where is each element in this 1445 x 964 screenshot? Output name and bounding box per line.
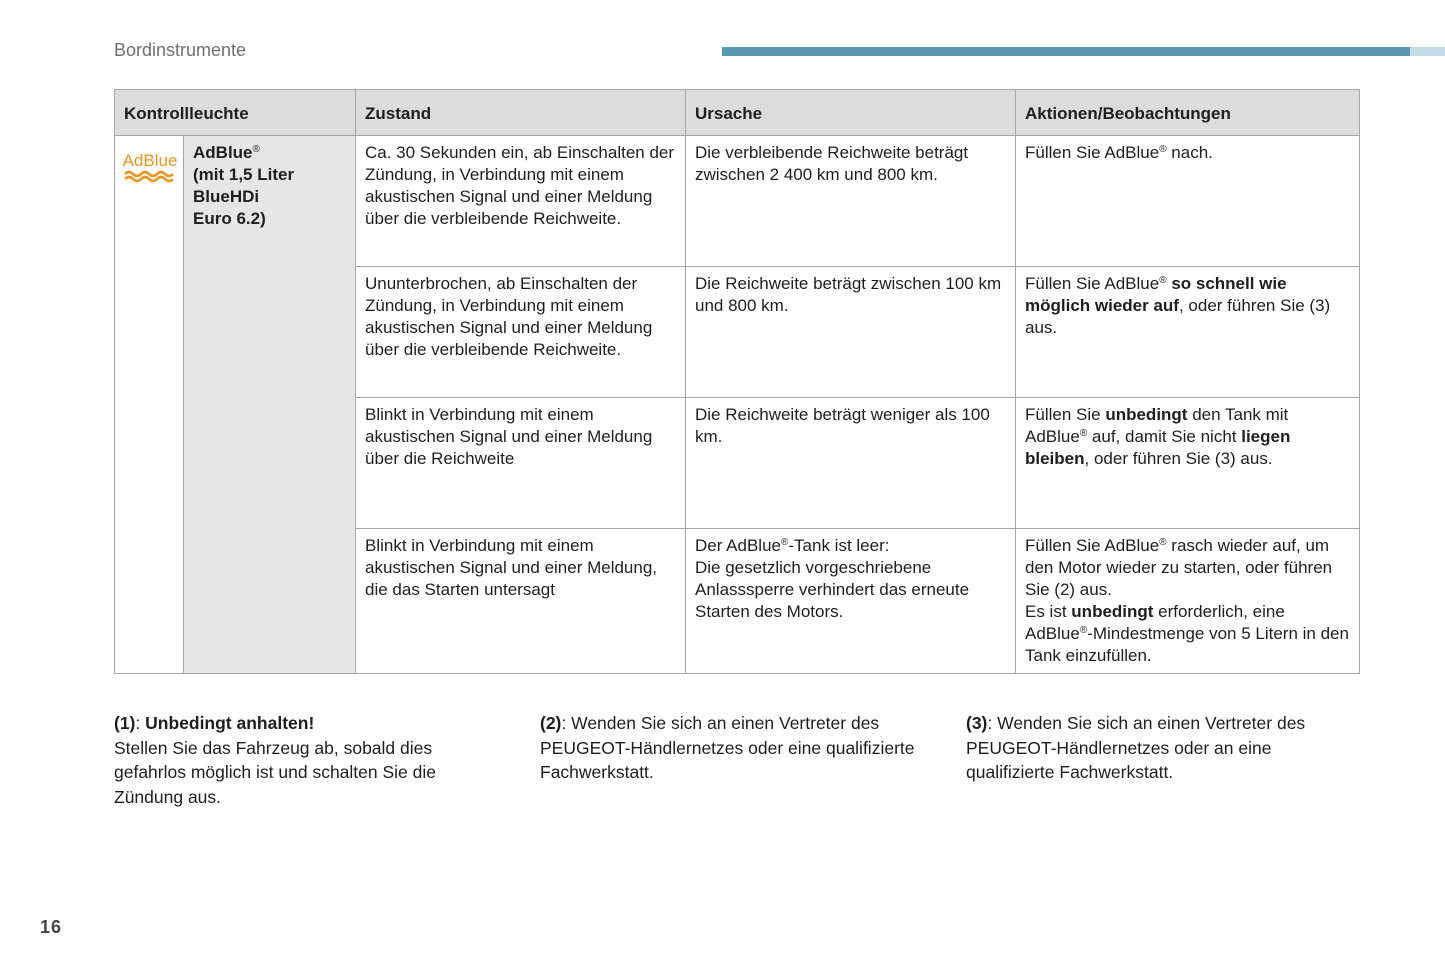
page-number: 16 [40,917,63,937]
action-cell: Füllen Sie AdBlue® so schnell wie möglich wieder auf, oder führen Sie (3) aus. [1016,267,1360,398]
footnote-text: Stellen Sie das Fahrzeug ab, sobald dies gefahrlos möglich ist und schalten Sie die Zündung aus. [114,737,436,807]
indicator-name-line2: (mit 1,5 Liter [193,165,295,184]
indicator-name-line4: Euro 6.2) [193,209,266,228]
section-title: Bordinstrumente [114,40,247,60]
action-cell: Füllen Sie AdBlue® rasch wieder auf, um den Motor wieder zu starten, oder führen Sie (2) aus. Es ist unbedingt erforderlich, eine AdBlue®-Mindestmenge von 5 Litern in den Tank einzufüllen. [1016,529,1360,674]
footnote-text: : Wenden Sie sich an einen Vertreter des PEUGEOT-Händlernetzes oder an eine qualifizierte Fachwerkstatt. [966,713,1306,782]
action-cell: Füllen Sie unbedingt den Tank mit AdBlue® auf, damit Sie nicht liegen bleiben, oder führen Sie (3) aus. [1016,398,1360,529]
cause-cell: Der AdBlue®-Tank ist leer: Die gesetzlich vorgeschriebene Anlasssperre verhindert das erneute Starten des Motors. [686,529,1016,674]
table-header-row [115,90,1360,136]
column-header-zustand: Zustand [356,90,686,136]
footnote-marker: (2) [540,713,562,733]
footnote-2 [540,711,920,785]
footnote-bold: Unbedingt anhalten! [145,713,315,733]
footnote-text: : Wenden Sie sich an einen Vertreter des PEUGEOT-Händlernetzes oder eine qualifizierte Fachwerkstatt. [540,713,915,782]
adblue-icon [119,150,181,184]
column-header-kontrollleuchte: Kontrollleuchte [115,90,356,136]
cause-cell: Die Reichweite beträgt zwischen 100 km und 800 km. [686,267,1016,398]
footnote-marker: (1) [114,713,136,733]
warning-light-table [114,89,1360,674]
adblue-wave-top [125,172,173,176]
indicator-name-cell [184,136,356,674]
state-cell: Blinkt in Verbindung mit einem akustischen Signal und einer Meldung, die das Starten untersagt [356,529,686,674]
table-row [115,136,1360,267]
state-cell: Ca. 30 Sekunden ein, ab Einschalten der Zündung, in Verbindung mit einem akustischen Signal und einer Meldung über die verbleibende Reichweite. [356,136,686,267]
adblue-icon-text: AdBlue [122,151,178,170]
column-header-ursache: Ursache [686,90,1016,136]
state-cell: Ununterbrochen, ab Einschalten der Zündung, in Verbindung mit einem akustischen Signal und einer Meldung über die verbleibende Reichweite. [356,267,686,398]
indicator-icon-cell [115,136,184,674]
reg-mark: ® [252,144,260,155]
header-accent-bar-end [1410,47,1445,56]
header-accent-bar [722,47,1445,56]
action-cell: Füllen Sie AdBlue® nach. [1016,136,1360,267]
state-cell: Blinkt in Verbindung mit einem akustischen Signal und einer Meldung über die Reichweite [356,398,686,529]
footnote-marker: (3) [966,713,988,733]
footnote-3 [966,711,1346,785]
indicator-name-line3: BlueHDi [193,187,260,206]
adblue-wave-bottom [125,177,173,181]
column-header-aktionen: Aktionen/Beobachtungen [1016,90,1360,136]
indicator-name: AdBlue [193,143,253,162]
cause-cell: Die verbleibende Reichweite beträgt zwischen 2 400 km und 800 km. [686,136,1016,267]
cause-cell: Die Reichweite beträgt weniger als 100 km. [686,398,1016,529]
footnote-1: (1): Unbedingt anhalten! Stellen Sie das Fahrzeug ab, sobald dies gefahrlos möglich ist und schalten Sie die Zündung aus. [114,713,436,807]
